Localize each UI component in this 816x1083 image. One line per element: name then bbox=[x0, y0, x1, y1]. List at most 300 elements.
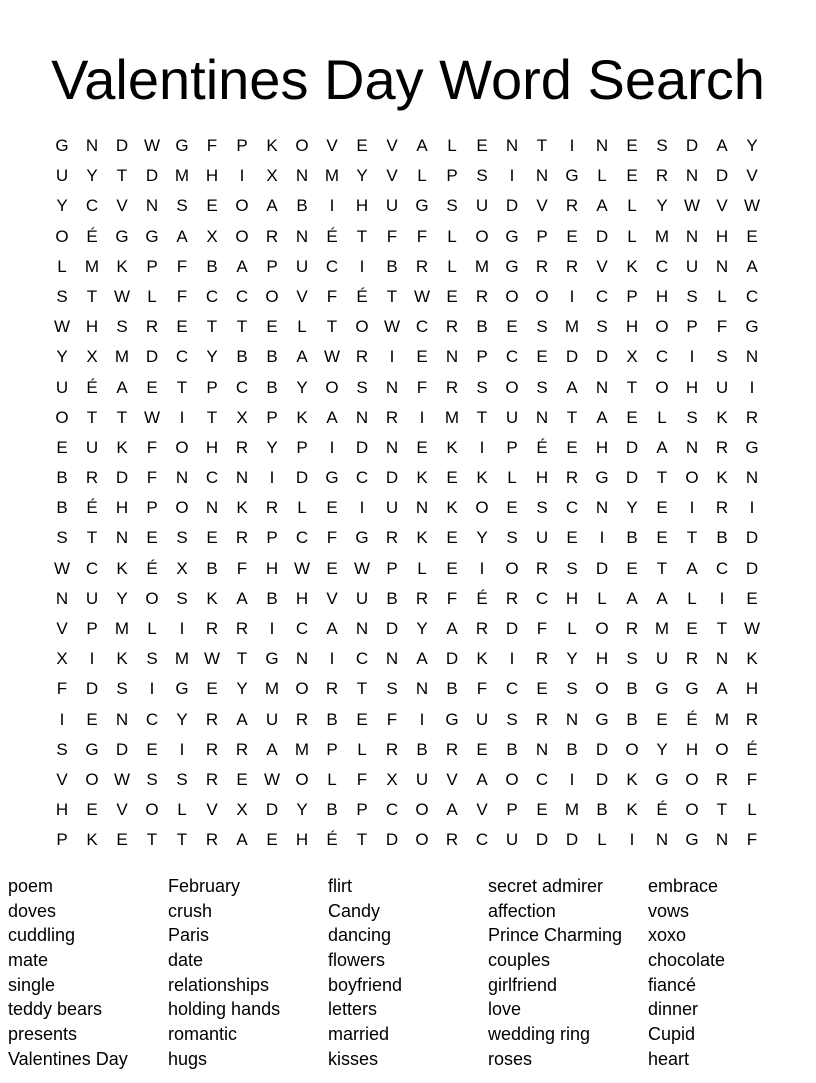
word-list-item: secret admirer bbox=[488, 876, 604, 896]
grid-letter: F bbox=[746, 769, 758, 789]
grid-letter: D bbox=[595, 347, 609, 367]
grid-letter: F bbox=[716, 317, 728, 337]
grid-letter: O bbox=[415, 800, 429, 820]
grid-letter: G bbox=[355, 528, 369, 548]
grid-letter: T bbox=[716, 800, 728, 820]
word-list-item: crush bbox=[168, 900, 213, 921]
grid-letter: M bbox=[654, 226, 670, 246]
grid-letter: C bbox=[475, 830, 489, 850]
grid-letter: T bbox=[176, 830, 188, 850]
grid-letter: D bbox=[595, 739, 609, 759]
grid-letter: N bbox=[115, 709, 129, 729]
grid-letter: C bbox=[565, 498, 579, 518]
grid-letter: O bbox=[265, 286, 279, 306]
grid-letter: C bbox=[535, 588, 549, 608]
grid-letter: E bbox=[176, 317, 188, 337]
grid-letter: U bbox=[475, 196, 489, 216]
grid-letter: B bbox=[296, 196, 308, 216]
grid-letter: B bbox=[716, 528, 728, 548]
page-title: Valentines Day Word Search bbox=[51, 48, 765, 111]
grid-letter: É bbox=[356, 286, 368, 306]
grid-letter: W bbox=[143, 407, 161, 427]
grid-letter: A bbox=[236, 256, 248, 276]
grid-letter: F bbox=[326, 528, 338, 548]
grid-letter: M bbox=[84, 256, 100, 276]
grid-letter: C bbox=[385, 800, 399, 820]
grid-letter: T bbox=[656, 468, 668, 488]
grid-letter: S bbox=[446, 196, 458, 216]
grid-letter: D bbox=[565, 830, 579, 850]
grid-letter: O bbox=[535, 286, 549, 306]
grid-letter: U bbox=[295, 256, 309, 276]
grid-letter: Y bbox=[56, 347, 68, 367]
grid-letter: K bbox=[476, 649, 488, 669]
grid-letter: I bbox=[89, 649, 95, 669]
grid-letter: S bbox=[566, 679, 578, 699]
grid-letter: N bbox=[235, 468, 249, 488]
grid-letter: C bbox=[355, 468, 369, 488]
grid-letter: S bbox=[386, 679, 398, 699]
grid-letter: T bbox=[476, 407, 488, 427]
grid-letter: B bbox=[386, 256, 398, 276]
grid-letter: A bbox=[716, 679, 728, 699]
grid-letter: H bbox=[565, 588, 579, 608]
grid-letter: X bbox=[86, 347, 98, 367]
grid-row bbox=[47, 554, 767, 584]
grid-letter: E bbox=[446, 286, 458, 306]
grid-letter: T bbox=[206, 407, 218, 427]
grid-letter: E bbox=[356, 709, 368, 729]
grid-letter: V bbox=[326, 136, 338, 155]
grid-letter: R bbox=[565, 256, 579, 276]
grid-letter: R bbox=[235, 528, 249, 548]
grid-letter: R bbox=[535, 256, 549, 276]
grid-letter: D bbox=[145, 166, 159, 186]
grid-letter: B bbox=[416, 739, 428, 759]
grid-letter: B bbox=[446, 679, 458, 699]
grid-letter: M bbox=[444, 407, 460, 427]
grid-letter: U bbox=[535, 528, 549, 548]
grid-letter: S bbox=[596, 317, 608, 337]
grid-row bbox=[47, 614, 767, 644]
grid-letter: T bbox=[356, 679, 368, 699]
grid-letter: Y bbox=[416, 619, 428, 638]
grid-letter: E bbox=[416, 437, 428, 457]
grid-letter: H bbox=[355, 196, 369, 216]
grid-letter: W bbox=[113, 769, 131, 789]
grid-letter: C bbox=[205, 468, 219, 488]
grid-letter: S bbox=[176, 528, 188, 548]
grid-letter: N bbox=[535, 407, 549, 427]
grid-letter: B bbox=[566, 739, 578, 759]
grid-letter: N bbox=[385, 377, 399, 397]
grid-letter: O bbox=[295, 136, 309, 155]
grid-row bbox=[47, 191, 767, 221]
grid-letter: U bbox=[85, 588, 99, 608]
grid-letter: H bbox=[295, 830, 309, 850]
grid-letter: A bbox=[416, 136, 428, 155]
grid-letter: T bbox=[536, 136, 548, 155]
grid-letter: E bbox=[476, 739, 488, 759]
grid-letter: H bbox=[205, 166, 219, 186]
grid-letter: E bbox=[626, 558, 638, 578]
word-list-item: hugs bbox=[168, 1048, 208, 1069]
grid-letter: O bbox=[55, 407, 69, 427]
grid-letter: D bbox=[505, 196, 519, 216]
grid-letter: A bbox=[116, 377, 128, 397]
grid-letter: A bbox=[596, 196, 608, 216]
grid-letter: I bbox=[59, 709, 65, 729]
grid-letter: R bbox=[715, 769, 729, 789]
grid-letter: T bbox=[656, 558, 668, 578]
grid-letter: P bbox=[506, 437, 518, 457]
grid-letter: I bbox=[269, 468, 275, 488]
grid-letter: F bbox=[446, 588, 458, 608]
grid-row bbox=[47, 493, 767, 523]
grid-letter: O bbox=[685, 800, 699, 820]
grid-letter: F bbox=[386, 226, 398, 246]
word-list-item: vows bbox=[648, 900, 690, 921]
grid-letter: A bbox=[176, 226, 188, 246]
grid-letter: V bbox=[206, 800, 218, 820]
grid-row bbox=[47, 342, 767, 372]
grid-letter: D bbox=[265, 800, 279, 820]
grid-letter: V bbox=[386, 136, 398, 155]
grid-letter: G bbox=[745, 437, 759, 457]
grid-letter: F bbox=[476, 679, 488, 699]
grid-letter: X bbox=[176, 558, 188, 578]
grid-letter: T bbox=[356, 226, 368, 246]
grid-letter: R bbox=[355, 347, 369, 367]
grid-letter: B bbox=[326, 709, 338, 729]
grid-letter: P bbox=[266, 407, 278, 427]
grid-letter: R bbox=[535, 709, 549, 729]
grid-letter: S bbox=[536, 498, 548, 518]
grid-letter: K bbox=[626, 800, 638, 820]
grid-letter: C bbox=[85, 196, 99, 216]
grid-letter: C bbox=[655, 347, 669, 367]
grid-letter: G bbox=[145, 226, 159, 246]
grid-letter: T bbox=[356, 830, 368, 850]
grid-letter: K bbox=[416, 468, 428, 488]
grid-letter: T bbox=[626, 377, 638, 397]
grid-letter: Y bbox=[656, 739, 668, 759]
grid-letter: Y bbox=[296, 800, 308, 820]
grid-letter: B bbox=[626, 679, 638, 699]
grid-letter: W bbox=[743, 619, 761, 638]
word-list-item: poem bbox=[8, 876, 54, 896]
grid-letter: A bbox=[566, 377, 578, 397]
grid-letter: S bbox=[566, 558, 578, 578]
grid-letter: E bbox=[266, 830, 278, 850]
grid-letter: T bbox=[566, 407, 578, 427]
grid-letter: L bbox=[417, 166, 427, 186]
grid-letter: O bbox=[715, 739, 729, 759]
word-list-item: xoxo bbox=[648, 925, 687, 946]
grid-letter: K bbox=[476, 468, 488, 488]
grid-letter: P bbox=[146, 498, 158, 518]
grid-letter: W bbox=[383, 317, 401, 337]
grid-letter: I bbox=[509, 649, 515, 669]
grid-letter: R bbox=[385, 739, 399, 759]
grid-letter: G bbox=[685, 830, 699, 850]
word-list-item: Candy bbox=[328, 900, 381, 921]
grid-letter: E bbox=[446, 528, 458, 548]
word-list-item: kisses bbox=[328, 1048, 379, 1069]
grid-letter: F bbox=[416, 377, 428, 397]
grid-letter: V bbox=[56, 619, 68, 638]
grid-letter: S bbox=[476, 166, 488, 186]
grid-letter: X bbox=[206, 226, 218, 246]
grid-letter: R bbox=[475, 286, 489, 306]
grid-row bbox=[47, 523, 767, 553]
grid-letter: E bbox=[656, 498, 668, 518]
grid-letter: E bbox=[356, 136, 368, 155]
grid-letter: I bbox=[419, 709, 425, 729]
grid-letter: I bbox=[599, 528, 605, 548]
grid-letter: N bbox=[715, 649, 729, 669]
grid-letter: X bbox=[236, 407, 248, 427]
grid-letter: V bbox=[56, 769, 68, 789]
grid-letter: G bbox=[505, 256, 519, 276]
grid-letter: W bbox=[263, 769, 281, 789]
grid-letter: I bbox=[749, 377, 755, 397]
grid-letter: S bbox=[176, 588, 188, 608]
grid-letter: D bbox=[85, 679, 99, 699]
grid-letter: A bbox=[236, 588, 248, 608]
grid-letter: O bbox=[55, 226, 69, 246]
grid-letter: É bbox=[86, 498, 98, 518]
grid-letter: N bbox=[595, 377, 609, 397]
grid-letter: E bbox=[206, 679, 218, 699]
grid-letter: B bbox=[506, 739, 518, 759]
word-list-item: Paris bbox=[168, 925, 210, 946]
grid-letter: C bbox=[595, 286, 609, 306]
word-list-item: chocolate bbox=[648, 950, 726, 971]
grid-letter: N bbox=[745, 347, 759, 367]
grid-letter: D bbox=[385, 468, 399, 488]
word-column bbox=[328, 874, 488, 1072]
grid-letter: L bbox=[447, 136, 457, 155]
grid-letter: O bbox=[325, 377, 339, 397]
grid-letter: G bbox=[325, 468, 339, 488]
grid-letter: S bbox=[146, 769, 158, 789]
grid-letter: M bbox=[114, 619, 130, 638]
grid-letter: C bbox=[175, 347, 189, 367]
grid-letter: D bbox=[115, 136, 129, 155]
word-list bbox=[8, 874, 808, 1072]
grid-letter: E bbox=[56, 437, 68, 457]
grid-letter: R bbox=[655, 166, 669, 186]
grid-letter: A bbox=[416, 649, 428, 669]
grid-letter: M bbox=[654, 619, 670, 638]
grid-letter: D bbox=[355, 437, 369, 457]
grid-letter: K bbox=[116, 558, 128, 578]
grid-letter: G bbox=[85, 739, 99, 759]
grid-letter: P bbox=[236, 136, 248, 155]
grid-row bbox=[47, 282, 767, 312]
grid-letter: G bbox=[595, 709, 609, 729]
grid-letter: R bbox=[445, 377, 459, 397]
grid-letter: I bbox=[359, 498, 365, 518]
grid-row bbox=[47, 584, 767, 614]
grid-row bbox=[47, 433, 767, 463]
grid-letter: O bbox=[625, 739, 639, 759]
grid-letter: V bbox=[446, 769, 458, 789]
word-list-item: presents bbox=[8, 1024, 78, 1045]
grid-letter: O bbox=[595, 679, 609, 699]
grid-letter: I bbox=[329, 437, 335, 457]
grid-letter: N bbox=[385, 649, 399, 669]
grid-letter: T bbox=[236, 317, 248, 337]
grid-letter: H bbox=[655, 286, 669, 306]
grid-letter: P bbox=[686, 317, 698, 337]
grid-letter: A bbox=[716, 136, 728, 155]
grid-letter: G bbox=[655, 679, 669, 699]
grid-letter: P bbox=[86, 619, 98, 638]
grid-letter: Y bbox=[206, 347, 218, 367]
word-column bbox=[488, 874, 648, 1072]
grid-letter: R bbox=[715, 437, 729, 457]
grid-letter: K bbox=[116, 649, 128, 669]
grid-letter: U bbox=[475, 709, 489, 729]
grid-letter: É bbox=[536, 437, 548, 457]
grid-letter: I bbox=[569, 286, 575, 306]
grid-letter: T bbox=[236, 649, 248, 669]
grid-letter: A bbox=[236, 830, 248, 850]
grid-letter: N bbox=[385, 437, 399, 457]
grid-letter: G bbox=[115, 226, 129, 246]
grid-letter: N bbox=[295, 226, 309, 246]
grid-letter: S bbox=[506, 528, 518, 548]
grid-letter: X bbox=[386, 769, 398, 789]
grid-letter: L bbox=[147, 286, 157, 306]
grid-letter: R bbox=[415, 588, 429, 608]
grid-letter: C bbox=[745, 286, 759, 306]
grid-letter: O bbox=[85, 769, 99, 789]
grid-letter: R bbox=[265, 498, 279, 518]
grid-letter: D bbox=[595, 558, 609, 578]
grid-letter: H bbox=[745, 679, 759, 699]
grid-letter: E bbox=[566, 226, 578, 246]
grid-letter: L bbox=[297, 498, 307, 518]
grid-letter: A bbox=[326, 407, 338, 427]
grid-letter: K bbox=[626, 769, 638, 789]
grid-letter: F bbox=[416, 226, 428, 246]
word-list-item: boyfriend bbox=[328, 974, 403, 995]
grid-letter: F bbox=[236, 558, 248, 578]
grid-letter: L bbox=[627, 196, 637, 216]
grid-letter: V bbox=[326, 588, 338, 608]
word-column bbox=[8, 874, 168, 1072]
grid-letter: N bbox=[445, 347, 459, 367]
grid-letter: K bbox=[86, 830, 98, 850]
grid-letter: E bbox=[236, 769, 248, 789]
grid-row bbox=[47, 705, 767, 735]
grid-letter: V bbox=[116, 196, 128, 216]
grid-letter: C bbox=[505, 347, 519, 367]
word-list-item: affection bbox=[488, 900, 556, 921]
grid-letter: E bbox=[686, 619, 698, 638]
grid-letter: O bbox=[655, 317, 669, 337]
grid-letter: S bbox=[146, 649, 158, 669]
grid-letter: L bbox=[747, 800, 757, 820]
grid-letter: D bbox=[715, 166, 729, 186]
grid-letter: R bbox=[745, 709, 759, 729]
grid-letter: O bbox=[235, 226, 249, 246]
grid-letter: É bbox=[476, 588, 488, 608]
grid-letter: I bbox=[239, 166, 245, 186]
grid-letter: G bbox=[745, 317, 759, 337]
grid-letter: U bbox=[265, 709, 279, 729]
grid-letter: N bbox=[415, 498, 429, 518]
grid-letter: O bbox=[655, 377, 669, 397]
grid-row bbox=[47, 161, 767, 191]
word-list-item: doves bbox=[8, 900, 57, 921]
grid-letter: W bbox=[743, 196, 761, 216]
grid-letter: N bbox=[655, 830, 669, 850]
grid-letter: F bbox=[536, 619, 548, 638]
word-list-item: holding hands bbox=[168, 999, 281, 1020]
grid-letter: O bbox=[175, 437, 189, 457]
grid-letter: G bbox=[175, 136, 189, 155]
grid-letter: M bbox=[294, 739, 310, 759]
word-list-item: February bbox=[168, 876, 241, 896]
grid-letter: L bbox=[687, 588, 697, 608]
grid-letter: T bbox=[116, 407, 128, 427]
grid-letter: Y bbox=[476, 528, 488, 548]
word-list-item: flowers bbox=[328, 950, 386, 971]
grid-letter: S bbox=[506, 709, 518, 729]
grid-letter: P bbox=[146, 256, 158, 276]
word-list-item: mate bbox=[8, 950, 49, 971]
grid-letter: L bbox=[657, 407, 667, 427]
grid-letter: W bbox=[323, 347, 341, 367]
grid-letter: P bbox=[206, 377, 218, 397]
grid-letter: Y bbox=[266, 437, 278, 457]
grid-letter: T bbox=[206, 317, 218, 337]
grid-letter: O bbox=[505, 558, 519, 578]
grid-letter: T bbox=[116, 166, 128, 186]
grid-letter: E bbox=[116, 830, 128, 850]
grid-letter: O bbox=[505, 377, 519, 397]
grid-letter: A bbox=[446, 619, 458, 638]
grid-letter: N bbox=[565, 709, 579, 729]
grid-letter: T bbox=[716, 619, 728, 638]
grid-letter: P bbox=[626, 286, 638, 306]
grid-letter: M bbox=[564, 317, 580, 337]
grid-letter: X bbox=[56, 649, 68, 669]
word-list-item: Valentines Day bbox=[8, 1048, 128, 1069]
grid-letter: O bbox=[295, 679, 309, 699]
grid-letter: E bbox=[86, 709, 98, 729]
grid-letter: D bbox=[595, 769, 609, 789]
grid-letter: O bbox=[505, 769, 519, 789]
grid-letter: W bbox=[413, 286, 431, 306]
grid-letter: T bbox=[686, 528, 698, 548]
grid-letter: L bbox=[57, 256, 67, 276]
grid-letter: T bbox=[86, 528, 98, 548]
grid-letter: A bbox=[626, 588, 638, 608]
grid-letter: T bbox=[176, 377, 188, 397]
grid-letter: Y bbox=[176, 709, 188, 729]
word-list-item: girlfriend bbox=[488, 974, 558, 995]
grid-letter: C bbox=[295, 619, 309, 638]
grid-letter: R bbox=[445, 317, 459, 337]
word-list-item: letters bbox=[328, 999, 378, 1020]
grid-letter: S bbox=[116, 317, 128, 337]
grid-letter: E bbox=[656, 709, 668, 729]
